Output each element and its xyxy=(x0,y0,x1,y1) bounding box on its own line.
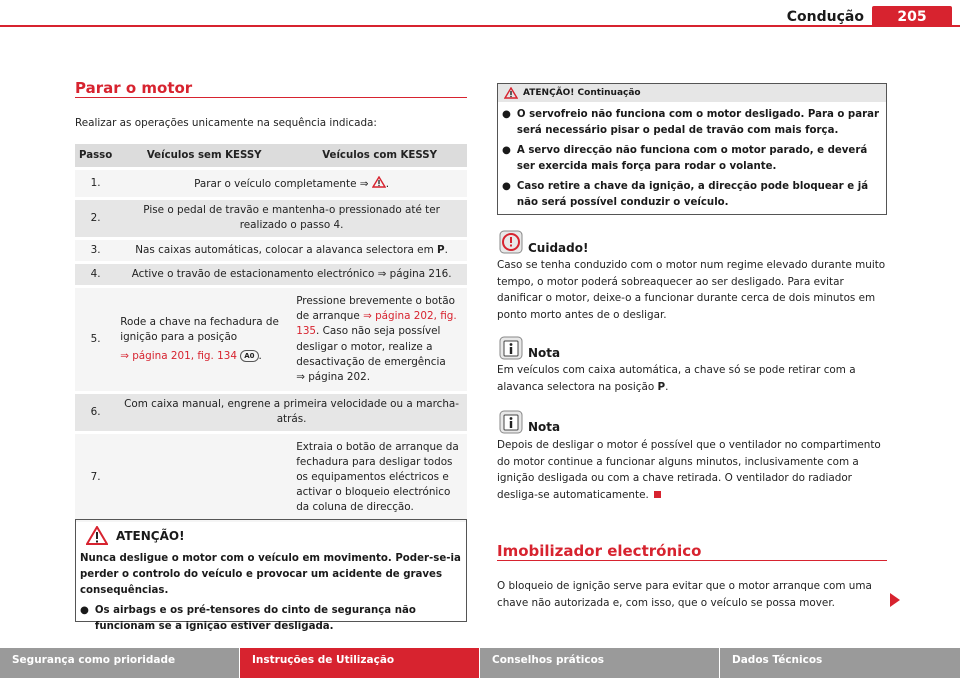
step-number: 1. xyxy=(75,169,116,199)
intro-text: Realizar as operações unicamente na sequência indicada: xyxy=(75,117,377,129)
bullet-icon: ● xyxy=(80,605,89,616)
warning-triangle-icon xyxy=(86,526,108,545)
step-text: Com caixa manual, engrene a primeira velocidade ou a marcha-atrás. xyxy=(116,393,467,432)
gear-position-p: P xyxy=(437,243,445,256)
chapter-title: Condução xyxy=(786,9,864,25)
col-header-no-kessy: Veículos sem KESSY xyxy=(116,144,292,169)
step-text: Nas caixas automáticas, colocar a alavanca selectora em xyxy=(135,243,434,256)
warning-continuation-box xyxy=(497,83,887,215)
step-text: Parar o veículo completamente ⇒ xyxy=(194,177,369,190)
warning-text: Os airbags e os pré-tensores do cinto de segurança não funcionam se a ignição estiver desligada. xyxy=(94,605,416,632)
caution-exclamation-icon xyxy=(499,230,523,254)
note-title: Nota xyxy=(528,420,561,434)
table-row: 5. Rode a chave na fechadura de ignição para a posição ⇒ página 201, fig. 134 A0 . Pressione brevemente o botão de arranque ⇒ página 202, fig. 135. Caso não seja possível desligar o motor, realize a desactivação de emergência ⇒ página 202. xyxy=(75,287,467,393)
footer-tab-dados[interactable]: Dados Técnicos xyxy=(720,648,960,678)
warning-text: O servofreio não funciona com o motor desligado. Para o parar será necessário pisar o pedal de travão com mais força. xyxy=(516,109,880,136)
info-note-icon xyxy=(499,410,523,434)
gear-position-p: P xyxy=(657,380,666,393)
step-text: Pise o pedal de travão e mantenha-o pressionado até ter realizado o passo 4. xyxy=(116,199,467,238)
steps-table xyxy=(75,144,467,525)
section-rule xyxy=(497,560,887,561)
step-text-kessy: Extraia o botão de arranque da fechadura para desligar todos os equipamentos eléctricos e activar o bloqueio electrónico da coluna de direcção. xyxy=(292,432,467,523)
page-link[interactable]: ⇒ página 202, fig. 135 xyxy=(296,310,457,338)
step-text-kessy: Pressione brevemente o botão de arranque xyxy=(296,295,455,323)
step-text-no-kessy: Rode a chave na fechadura de ignição para a posição xyxy=(120,315,279,344)
col-header-kessy: Veículos com KESSY xyxy=(292,144,467,169)
section-text: O bloqueio de ignição serve para evitar que o motor arranque com uma chave não autorizada e, com isso, que o veículo se possa mover. xyxy=(497,580,872,609)
section-title-imobilizador: Imobilizador electrónico xyxy=(497,542,702,560)
warning-text: Nunca desligue o motor com o veículo em movimento. Poder-se-ia perder o controlo do veículo e provocar um acidente de graves consequências. xyxy=(80,553,461,596)
step-text: Active o travão de estacionamento electrónico ⇒ página 216. xyxy=(116,262,467,286)
table-row xyxy=(75,393,467,432)
section-title-parar-motor: Parar o motor xyxy=(75,79,193,97)
info-note-icon xyxy=(499,336,523,360)
table-row: 1. Parar o veículo completamente ⇒ . xyxy=(75,169,467,199)
step-number: 6. xyxy=(75,393,116,432)
warning-text: A servo direcção não funciona com o motor parado, e deverá ser exercida mais força para rodar o volante. xyxy=(516,145,868,172)
page-reference: ⇒ página 202. xyxy=(296,371,371,384)
caution-text: Caso se tenha conduzido com o motor num regime elevado durante muito tempo, o motor poderá sobreaquecer ao ser desligado. Para evitar danificar o motor, deixe-o a funcionar durante cerca de dois minutos em ponto morto antes de o desligar. xyxy=(497,259,886,321)
step-number: 7. xyxy=(75,432,116,523)
table-row xyxy=(75,262,467,286)
step-number: 2. xyxy=(75,199,116,238)
step-number: 4. xyxy=(75,262,116,286)
footer-tab-conselhos[interactable]: Conselhos práticos xyxy=(480,648,719,678)
table-row xyxy=(75,199,467,238)
page-link[interactable]: ⇒ página 201, fig. 134 xyxy=(120,350,237,363)
footer-tab-instrucoes[interactable]: Instruções de Utilização xyxy=(240,648,479,678)
col-header-step: Passo xyxy=(75,144,116,169)
table-row xyxy=(75,432,467,523)
table-row: 3. Nas caixas automáticas, colocar a alavanca selectora em P. xyxy=(75,238,467,262)
step-number: 3. xyxy=(75,238,116,262)
warning-text: Caso retire a chave da ignição, a direcção pode bloquear e já não será possível conduzir o veículo. xyxy=(516,181,869,208)
note-text: Depois de desligar o motor é possível que o ventilador no compartimento do motor continue a funcionar alguns minutos, inclusivamente com a ignição desligada ou com a chave retirada. O ventilador do radiador desliga-se automaticamente. xyxy=(497,439,881,501)
section-rule xyxy=(75,97,467,98)
header-rule xyxy=(0,25,960,27)
bullet-icon: ● xyxy=(502,109,511,120)
figure-badge: A0 xyxy=(240,350,258,362)
warning-triangle-icon xyxy=(372,176,386,188)
caution-title: Cuidado! xyxy=(528,241,589,255)
warning-box xyxy=(75,519,467,632)
step-number: 5. xyxy=(75,287,116,393)
note-title: Nota xyxy=(528,346,561,360)
bullet-icon: ● xyxy=(502,181,511,192)
note-text: Em veículos com caixa automática, a chave só se pode retirar com a alavanca selectora na posição xyxy=(497,364,856,393)
page-number: 205 xyxy=(872,6,952,27)
next-page-arrow-icon[interactable] xyxy=(890,593,900,607)
bullet-icon: ● xyxy=(502,145,511,156)
warning-continuation-title: ATENÇÃO! Continuação xyxy=(523,88,641,98)
footer-tab-seguranca[interactable]: Segurança como prioridade xyxy=(0,648,239,678)
warning-triangle-icon xyxy=(504,87,518,99)
end-of-section-square-icon xyxy=(654,491,661,498)
step-text-kessy-cont: . Caso não seja possível desligar o motor, realize a desactivação de emergência xyxy=(296,325,446,368)
warning-title: ATENÇÃO! xyxy=(116,528,185,543)
